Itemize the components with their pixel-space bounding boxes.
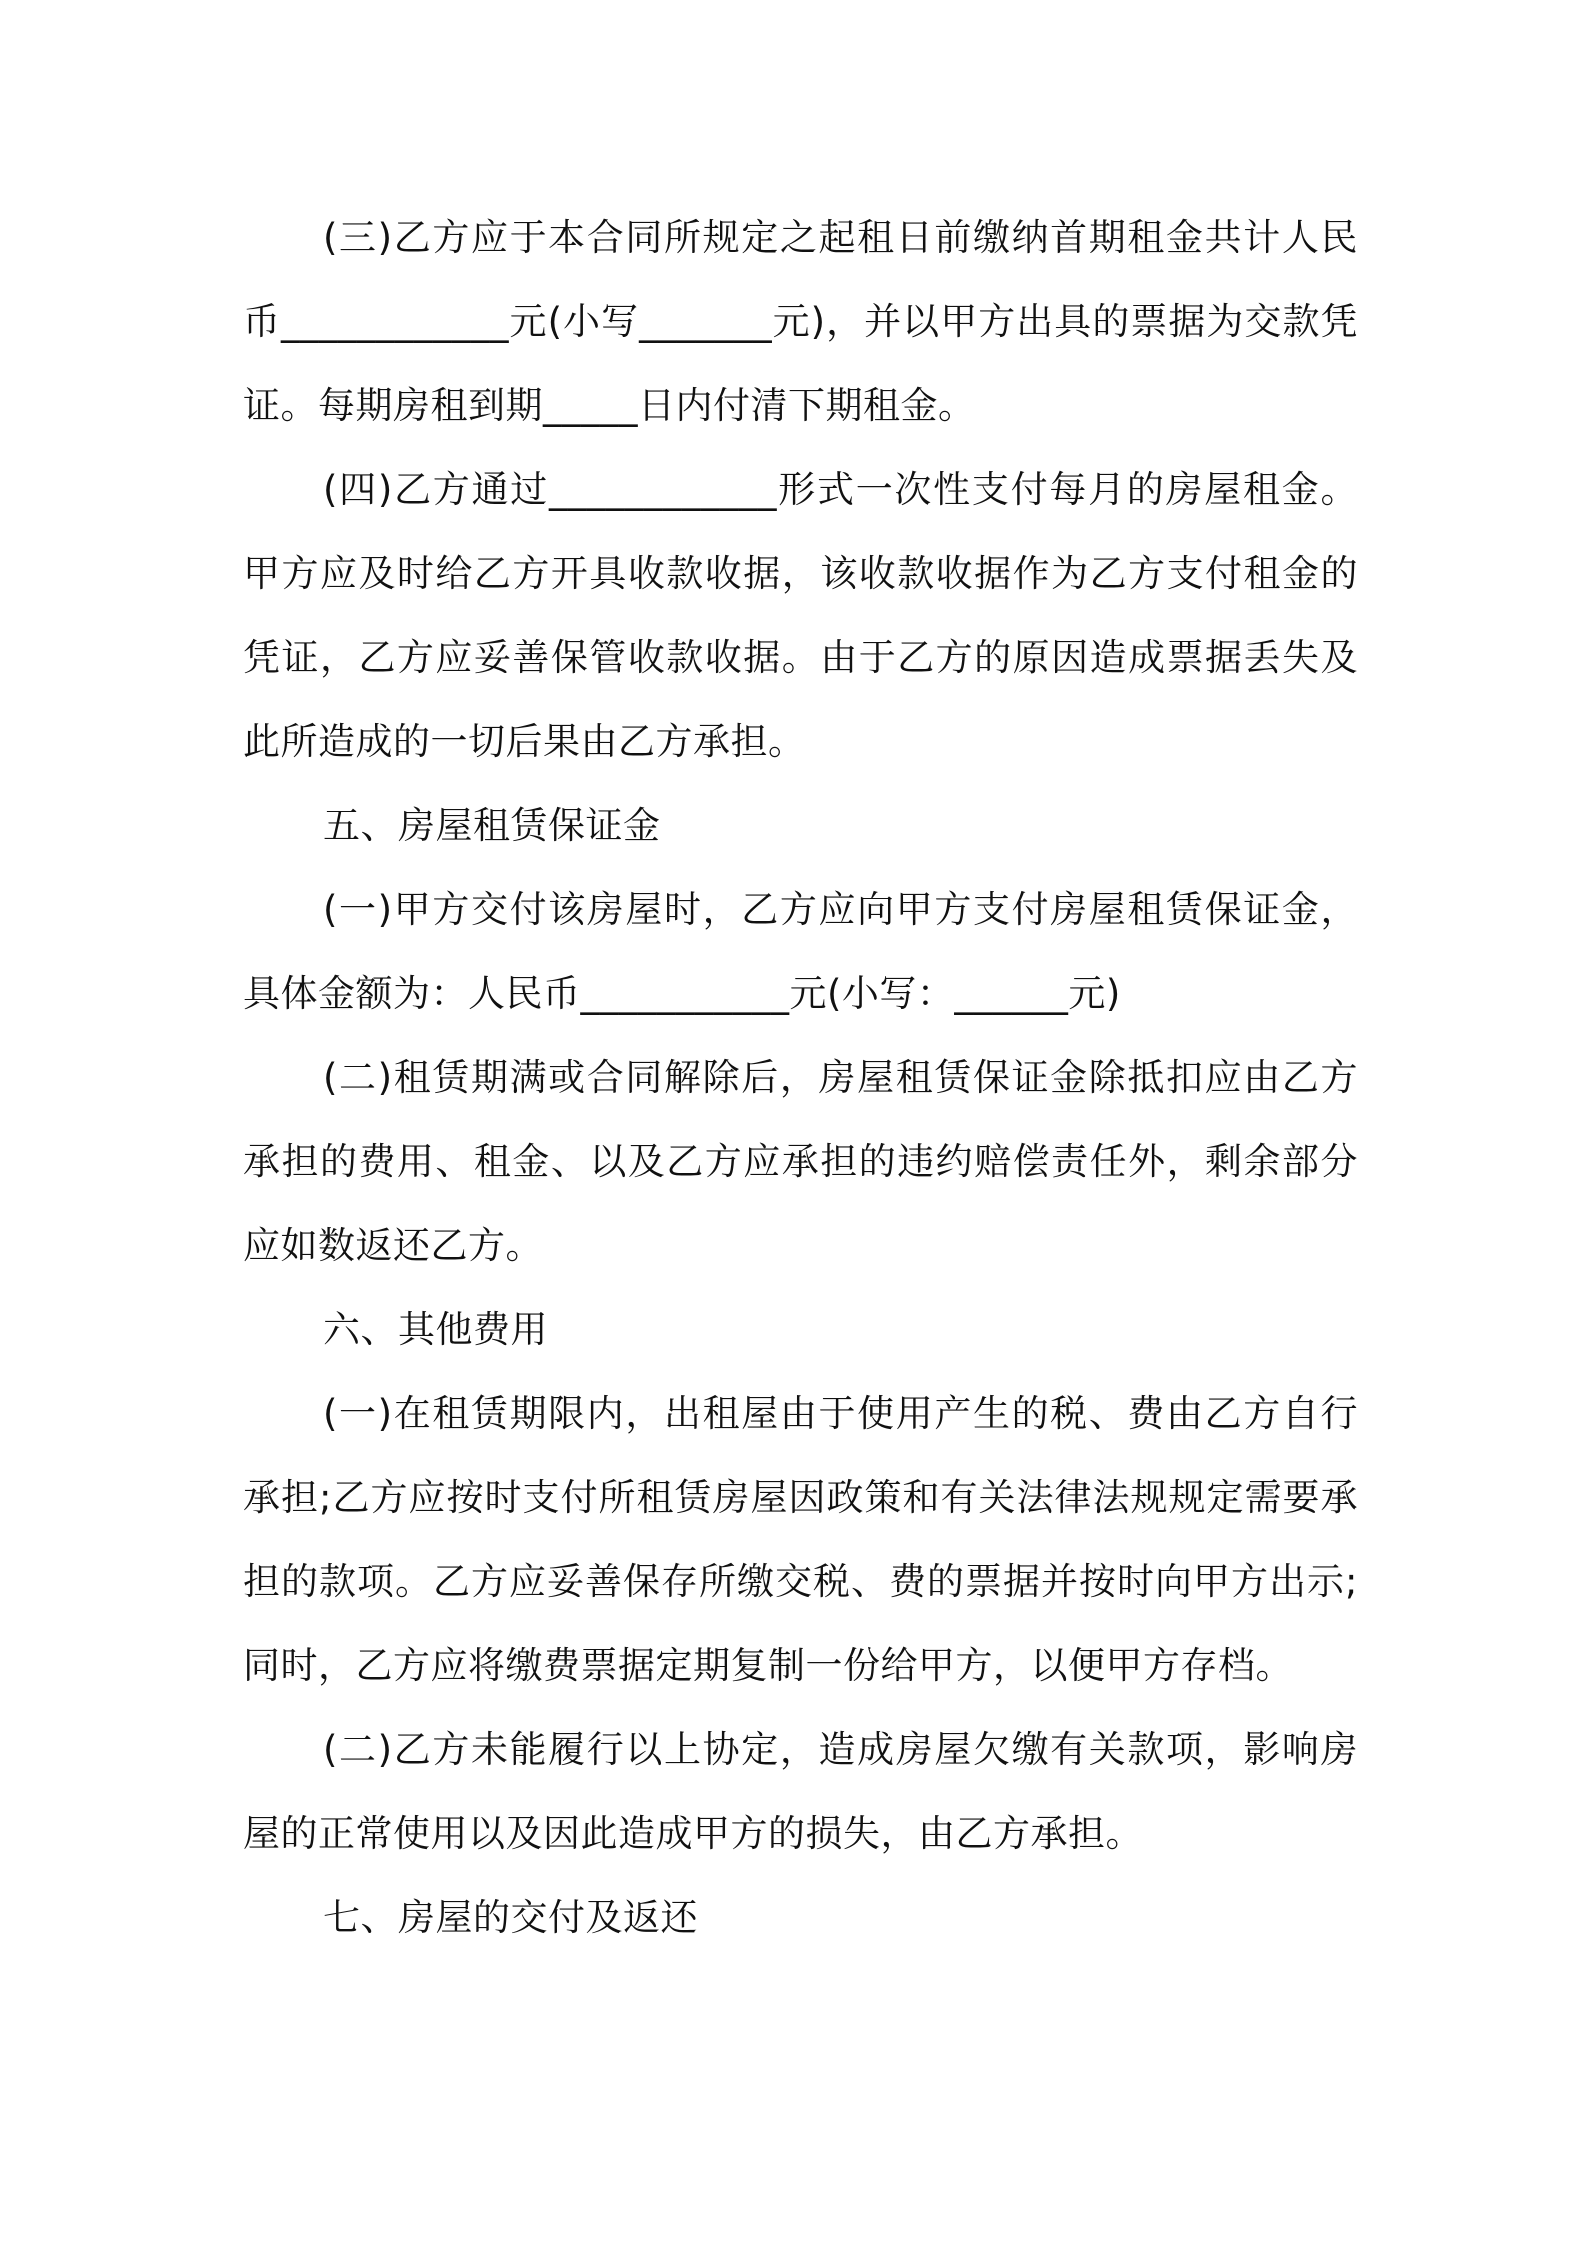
paragraph-deposit-return: (二)租赁期满或合同解除后，房屋租赁保证金除抵扣应由乙方承担的费用、租金、以及乙方应承担的违约赔偿责任外，剩余部分应如数返还乙方。 bbox=[243, 1056, 1358, 1267]
paragraph-arrears-liability: (二)乙方未能履行以上协定，造成房屋欠缴有关款项，影响房屋的正常使用以及因此造成甲方的损失，由乙方承担。 bbox=[243, 1728, 1358, 1855]
section-heading-other-fees: 六、其他费用 bbox=[323, 1308, 548, 1351]
section-heading-deposit: 五、房屋租赁保证金 bbox=[323, 804, 661, 847]
paragraph-deposit-amount: (一)甲方交付该房屋时，乙方应向甲方支付房屋租赁保证金，具体金额为：人民币___________元(小写：______元) bbox=[243, 888, 1358, 1015]
paragraph-rent-payment: (三)乙方应于本合同所规定之起租日前缴纳首期租金共计人民币____________元(小写_______元)，并以甲方出具的票据为交款凭证。每期房租到期_____日内付清下期租金。 bbox=[243, 216, 1358, 427]
section-heading-delivery-return: 七、房屋的交付及返还 bbox=[323, 1896, 698, 1939]
paragraph-payment-method: (四)乙方通过____________形式一次性支付每月的房屋租金。甲方应及时给乙方开具收款收据，该收款收据作为乙方支付租金的凭证，乙方应妥善保管收款收据。由于乙方的原因造成票据丢失及此所造成的一切后果由乙方承担。 bbox=[243, 468, 1358, 763]
document-body bbox=[243, 196, 1358, 1960]
paragraph-taxes-fees: (一)在租赁期限内，出租屋由于使用产生的税、费由乙方自行承担;乙方应按时支付所租赁房屋因政策和有关法律法规规定需要承担的款项。乙方应妥善保存所缴交税、费的票据并按时向甲方出示;同时，乙方应将缴费票据定期复制一份给甲方，以便甲方存档。 bbox=[243, 1392, 1358, 1687]
